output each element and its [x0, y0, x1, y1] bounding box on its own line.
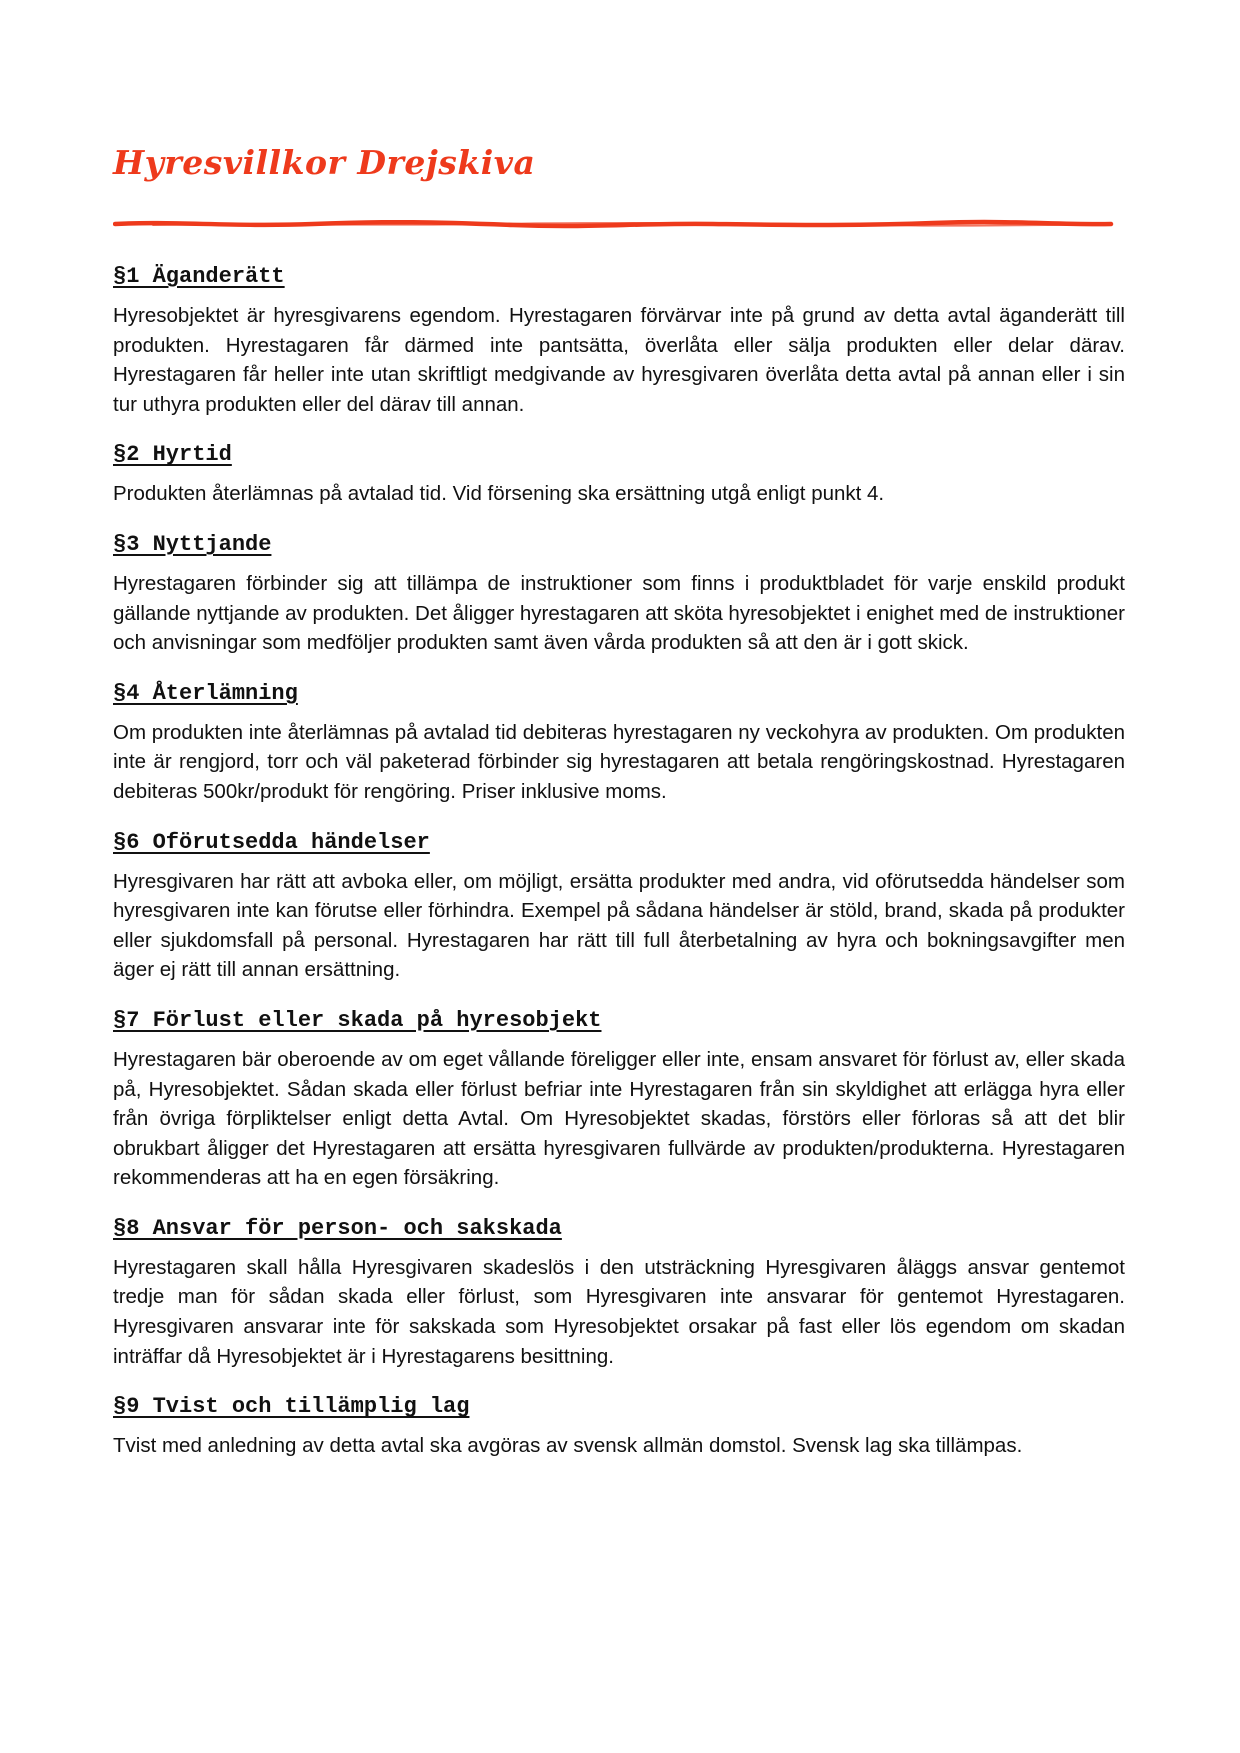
section-4-aterlamning — [113, 679, 1125, 807]
section-3-nyttjande — [113, 530, 1125, 658]
terms-sections — [113, 262, 1125, 1482]
section-body: Om produkten inte återlämnas på avtalad tid debiteras hyrestagaren ny veckohyra av produkten. Om produkten inte är rengjord, torr och väl paketerad förbinder sig hyrestagaren att betala rengöringskostnad. Hyrestagaren debiteras 500kr/produkt för rengöring. Priser inklusive moms. — [113, 720, 1125, 803]
section-heading: §2 Hyrtid — [113, 442, 232, 468]
section-body: Hyrestagaren förbinder sig att tillämpa de instruktioner som finns i produktbladet för varje enskild produkt gällande nyttjande av produkten. Det åligger hyrestagaren att sköta hyresobjektet i enighet med de instruktioner och anvisningar som medföljer produkten samt även vårda produkten så att den är i gott skick. — [113, 571, 1125, 655]
section-heading: §1 Äganderätt — [113, 264, 285, 289]
section-body: Hyresobjektet är hyresgivarens egendom. Hyrestagaren förvärvar inte på grund av detta avtal äganderätt till produkten. Hyrestagaren får därmed inte pantsätta, överlåta eller sälja produkten eller delar därav. Hyrestagaren får heller inte utan skriftligt medgivande av hyresgivaren överlåta detta avtal på annan eller i sin tur uthyra produkten eller del därav till annan. — [113, 304, 1125, 416]
section-heading: §4 Återlämning — [113, 680, 298, 706]
section-body: Tvist med anledning av detta avtal ska avgöras av svensk allmän domstol. Svensk lag ska tillämpas. — [113, 1434, 1023, 1458]
section-1-aganderatt — [113, 262, 1125, 419]
section-heading: §3 Nyttjande — [113, 531, 272, 557]
section-2-hyrtid — [113, 440, 1125, 509]
section-6-oforutsedda-handelser — [113, 828, 1125, 985]
section-heading: §7 Förlust eller skada på hyresobjekt — [113, 1007, 602, 1033]
section-heading: §9 Tvist och tillämplig lag — [113, 1394, 470, 1420]
section-7-forlust-eller-skada — [113, 1006, 1125, 1193]
section-heading: §8 Ansvar för person- och sakskada — [113, 1215, 562, 1241]
section-heading: §6 Oförutsedda händelser — [113, 829, 430, 855]
section-8-ansvar — [113, 1214, 1125, 1371]
section-body: Hyrestagaren skall hålla Hyresgivaren skadeslös i den utsträckning Hyresgivaren åläggs ansvar gentemot tredje man för sådan skada eller förlust, som Hyresgivaren inte ansvarar för gentemot Hyrestagaren. Hyresgivaren ansvarar inte för sakskada som Hyresobjektet orsakar på fast eller lös egendom om skadan inträffar då Hyresobjektet är i Hyrestagarens besittning. — [113, 1255, 1125, 1368]
section-body: Hyresgivaren har rätt att avboka eller, om möjligt, ersätta produkter med andra, vid oförutsedda händelser som hyresgivaren inte kan förutse eller förhindra. Exempel på sådana händelser är stöld, brand, skada på produkter eller sjukdomsfall på personal. Hyrestagaren har rätt till full återbetalning av hyra och bokningsavgifter men äger ej rätt till annan ersättning. — [113, 869, 1125, 982]
page-title: Hyresvillkor Drejskiva — [113, 143, 536, 182]
section-body: Produkten återlämnas på avtalad tid. Vid försening ska ersättning utgå enligt punkt 4. — [113, 482, 885, 506]
title-underline — [113, 218, 1114, 230]
section-body: Hyrestagaren bär oberoende av om eget vållande föreligger eller inte, ensam ansvaret för förlust av, eller skada på, Hyresobjektet. Sådan skada eller förlust befriar inte Hyrestagaren från sin skyldighet att erlägga hyra eller från övriga förpliktelser enligt detta Avtal. Om Hyresobjektet skadas, förstörs eller förloras så att det blir obrukbart åligger det Hyrestagaren att ersätta hyresgivaren fullvärde av produkten/produkterna. Hyrestagaren rekommenderas att ha en egen försäkring. — [113, 1047, 1125, 1190]
section-9-tvist — [113, 1392, 1125, 1461]
